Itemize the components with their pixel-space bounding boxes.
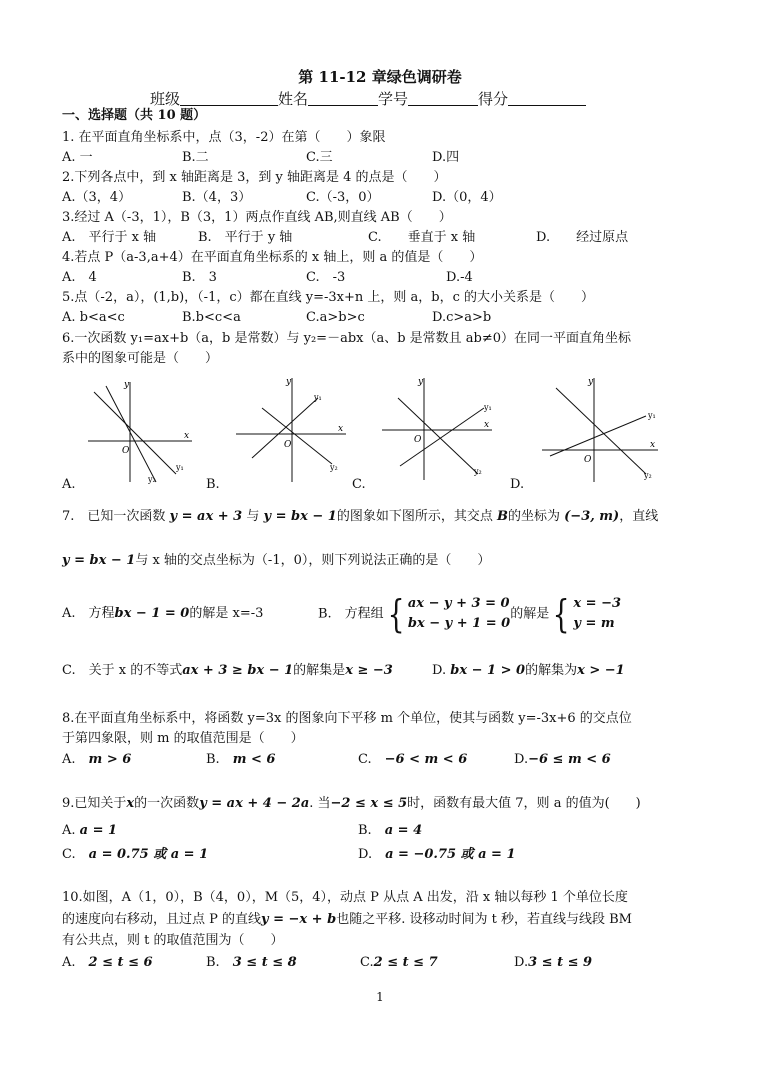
q5-option-d: D.c>a>b <box>432 310 492 325</box>
graph-a-y-label: y <box>124 380 130 390</box>
question-7-line1 <box>62 508 658 525</box>
q10-a-math: 2 ≤ t ≤ 6 <box>88 955 153 970</box>
q7-b-mid: 的解是 <box>510 606 550 622</box>
q10-d-math: 3 ≤ t ≤ 9 <box>528 955 593 970</box>
q9-a-math: a = 1 <box>79 823 118 838</box>
q7-option-a <box>62 605 263 622</box>
q9-option-a <box>62 822 117 839</box>
q7-text-3: 的图象如下图所示，其交点 <box>336 509 493 524</box>
page-title: 第 11-12 章绿色调研卷 <box>298 68 462 86</box>
q9-option-d <box>358 846 516 863</box>
q8-option-d <box>514 751 611 768</box>
graph-a-line-y1 <box>94 392 176 474</box>
q10-a-label: A. <box>62 955 76 970</box>
q7-option-d <box>432 662 625 679</box>
class-label: 班级 <box>150 90 181 108</box>
q6-option-d: D. <box>510 477 525 492</box>
q7-c-solution: x ≥ −3 <box>345 663 393 678</box>
q7-text-6: 与 x 轴的交点坐标为（-1，0），则下列说法正确的是（ ） <box>135 553 491 568</box>
q7-b-prefix: B. 方程组 <box>318 606 384 622</box>
q8-option-b <box>206 751 275 768</box>
graph-d-line-y2 <box>556 388 646 474</box>
q10-c-math: 2 ≤ t ≤ 7 <box>373 955 438 970</box>
score-label: 得分 <box>478 90 509 108</box>
q9-b-label: B. <box>358 823 372 838</box>
q10-formula: y = −x + b <box>261 912 337 927</box>
q9-var-x: x <box>126 796 135 811</box>
q4-option-c: C. -3 <box>306 270 346 285</box>
q7-b-brace-right: { <box>552 592 570 636</box>
q3-option-a: A. 平行于 x 轴 <box>62 230 157 245</box>
q9-text-3: . 当 <box>309 796 331 811</box>
q8-a-label: A. <box>62 752 76 767</box>
graph-a-x-label: x <box>184 431 190 441</box>
q7-a-prefix: A. 方程 <box>62 606 115 621</box>
q9-a-label: A. <box>62 823 76 838</box>
q10-text-1: 的速度向右移动，且过点 P 的直线 <box>62 912 262 927</box>
q7-text-1: 7. 已知一次函数 <box>62 509 166 524</box>
q7-d-mid: 的解集为 <box>525 663 578 678</box>
q1-option-d: D.四 <box>432 150 460 165</box>
q10-option-c <box>360 954 438 971</box>
section-heading: 一、选择题（共 10 题） <box>62 108 207 123</box>
graph-b-y-label: y <box>286 377 292 387</box>
q7-text-5: ，直线 <box>619 509 659 524</box>
q7-b-brace-left: { <box>387 592 405 636</box>
question-4: 4.若点 P（a-3,a+4）在平面直角坐标系的 x 轴上，则 a 的值是（ ） <box>62 250 483 265</box>
question-8-line2: 于第四象限，则 m 的取值范围是（ ） <box>62 731 304 746</box>
graph-b-y2-label: y₂ <box>330 463 338 472</box>
q8-c-math: −6 < m < 6 <box>384 752 468 767</box>
q7-text-4: 的坐标为 <box>508 509 561 524</box>
q9-c-math: a = 0.75 或 a = 1 <box>88 847 209 862</box>
q9-c-label: C. <box>62 847 76 862</box>
question-1: 1. 在平面直角坐标系中，点（3，-2）在第（ ）象限 <box>62 130 386 145</box>
graph-d-y-label: y <box>588 377 594 387</box>
q10-option-d <box>514 954 592 971</box>
question-6-line1: 6.一次函数 y₁=ax+b（a，b 是常数）与 y₂=－abx（a、b 是常数且 ab≠0）在同一平面直角坐标 <box>62 331 632 346</box>
q9-text-4: 时，函数有最大值 7，则 a 的值为( ) <box>407 796 641 811</box>
q2-option-d: D.（0，4） <box>432 190 502 205</box>
q9-d-math: a = −0.75 或 a = 1 <box>385 847 516 862</box>
graph-c <box>378 374 498 486</box>
q7-d-inequality: bx − 1 > 0 <box>450 663 526 678</box>
q9-formula: y = ax + 4 − 2a <box>199 796 310 811</box>
q3-option-d: D. 经过原点 <box>536 230 629 245</box>
q9-option-b <box>358 822 422 839</box>
graph-b-origin: O <box>284 440 292 450</box>
question-6-line2: 系中的图象可能是（ ） <box>62 351 219 366</box>
q7-b-sol1: x = −3 <box>573 596 622 611</box>
q8-d-math: −6 ≤ m < 6 <box>528 752 611 767</box>
q7-a-suffix: 的解是 x=-3 <box>189 606 264 621</box>
q7-b-eq1: ax − y + 3 = 0 <box>407 596 510 611</box>
q5-option-b: B.b<c<a <box>182 310 241 325</box>
q8-b-math: m < 6 <box>232 752 276 767</box>
graph-a-line-y2 <box>106 386 156 482</box>
q6-option-a: A. <box>62 477 76 492</box>
id-label: 学号 <box>378 90 409 108</box>
q7-b-system <box>408 594 510 634</box>
q7-d-solution: x > −1 <box>577 663 625 678</box>
graph-a-origin: O <box>122 446 130 456</box>
question-7-line2 <box>62 552 490 569</box>
q7-coord: (−3, m) <box>564 509 620 524</box>
graph-c-line-y1 <box>400 408 484 466</box>
q4-option-b: B. 3 <box>182 270 217 285</box>
q7-c-mid: 的解集是 <box>293 663 346 678</box>
graph-d-y1-label: y₁ <box>648 411 656 420</box>
q8-a-math: m > 6 <box>88 752 132 767</box>
q7-c-prefix: C. 关于 x 的不等式 <box>62 663 183 678</box>
q10-option-a <box>62 954 153 971</box>
graph-b-x-label: x <box>338 424 344 434</box>
q10-option-b <box>206 954 297 971</box>
name-label: 姓名 <box>278 90 309 108</box>
graph-c-origin: O <box>414 435 422 445</box>
q10-text-2: 也随之平移. 设移动时间为 t 秒，若直线与线段 BM <box>336 912 632 927</box>
page-number: 1 <box>376 990 384 1004</box>
question-3: 3.经过 A（-3，1），B（3，1）两点作直线 AB,则直线 AB（ ） <box>62 210 452 225</box>
q3-option-b: B. 平行于 y 轴 <box>198 230 293 245</box>
q6-option-c: C. <box>352 477 366 492</box>
q10-c-label: C. <box>360 955 374 970</box>
q7-b-eq2: bx − y + 1 = 0 <box>407 616 511 631</box>
q7-c-inequality: ax + 3 ≥ bx − 1 <box>182 663 294 678</box>
student-info-line <box>150 88 586 109</box>
q10-b-math: 3 ≤ t ≤ 8 <box>232 955 297 970</box>
q4-option-d: D.-4 <box>446 270 473 285</box>
graph-c-line-y2 <box>398 398 478 474</box>
q7-a-equation: bx − 1 = 0 <box>114 606 190 621</box>
q7-d-prefix: D. <box>432 663 447 678</box>
graph-d <box>538 374 668 486</box>
q10-d-label: D. <box>514 955 529 970</box>
q8-d-label: D. <box>514 752 529 767</box>
question-9 <box>62 795 641 812</box>
q7-formula-1: y = ax + 3 <box>169 509 243 524</box>
graph-d-x-label: x <box>650 440 656 450</box>
question-5: 5.点（-2，a），(1,b)，（-1，c）都在直线 y=-3x+n 上，则 a，b，c 的大小关系是（ ） <box>62 290 595 305</box>
name-blank[interactable] <box>308 91 378 106</box>
q9-d-label: D. <box>358 847 373 862</box>
question-8-line1: 8.在平面直角坐标系中，将函数 y=3x 的图象向下平移 m 个单位，使其与函数 y=-3x+6 的交点位 <box>62 711 632 726</box>
q7-option-b <box>318 594 621 634</box>
q8-option-a <box>62 751 131 768</box>
graph-b-y1-label: y₁ <box>314 393 322 402</box>
question-10-line3: 有公共点，则 t 的取值范围为（ ） <box>62 933 284 948</box>
q8-c-label: C. <box>358 752 372 767</box>
graph-c-y-label: y <box>418 377 424 387</box>
q9-b-math: a = 4 <box>384 823 423 838</box>
q5-option-c: C.a>b>c <box>306 310 365 325</box>
graph-c-y2-label: y₂ <box>474 467 482 476</box>
q8-option-c <box>358 751 467 768</box>
q9-range: −2 ≤ x ≤ 5 <box>330 796 408 811</box>
class-blank[interactable] <box>180 91 278 106</box>
graph-d-y2-label: y₂ <box>644 471 652 480</box>
q1-option-b: B.二 <box>182 150 209 165</box>
q1-option-a: A. 一 <box>62 150 93 165</box>
q2-option-b: B.（4，3） <box>182 190 252 205</box>
graph-c-y1-label: y₁ <box>484 403 492 412</box>
question-10-line1: 10.如图，A（1，0），B（4，0），M（5，4），动点 P 从点 A 出发，沿 x 轴以每秒 1 个单位长度 <box>62 890 628 905</box>
q7-b-sol2: y = m <box>573 616 615 631</box>
q9-text-2: 的一次函数 <box>134 796 200 811</box>
q7-option-c <box>62 662 393 679</box>
graph-b-line-y2 <box>262 408 332 464</box>
q9-option-c <box>62 846 208 863</box>
q7-formula-2: y = bx − 1 <box>263 509 337 524</box>
q7-point: B <box>497 509 508 524</box>
q7-formula-3: y = bx − 1 <box>62 553 136 568</box>
question-2: 2.下列各点中，到 x 轴距离是 3，到 y 轴距离是 4 的点是（ ） <box>62 170 447 185</box>
graph-b <box>232 374 352 486</box>
q3-option-c: C. 垂直于 x 轴 <box>368 230 476 245</box>
q10-b-label: B. <box>206 955 220 970</box>
graph-a <box>80 378 200 488</box>
q7-text-2: 与 <box>246 509 260 524</box>
q6-option-b: B. <box>206 477 220 492</box>
q1-option-c: C.三 <box>306 150 333 165</box>
q2-option-a: A.（3，4） <box>62 190 132 205</box>
q2-option-c: C.（-3，0） <box>306 190 380 205</box>
q5-option-a: A. b<a<c <box>62 310 125 325</box>
q7-b-solution <box>573 594 621 634</box>
id-blank[interactable] <box>408 91 478 106</box>
question-10-line2 <box>62 911 632 928</box>
score-blank[interactable] <box>508 91 586 106</box>
graph-c-x-label: x <box>484 420 490 430</box>
graph-a-y2-label: y₂ <box>148 475 156 484</box>
graph-a-y1-label: y₁ <box>176 463 184 472</box>
q8-b-label: B. <box>206 752 220 767</box>
q9-text-1: 9.已知关于 <box>62 796 127 811</box>
q4-option-a: A. 4 <box>62 270 97 285</box>
graph-d-origin: O <box>584 455 592 465</box>
